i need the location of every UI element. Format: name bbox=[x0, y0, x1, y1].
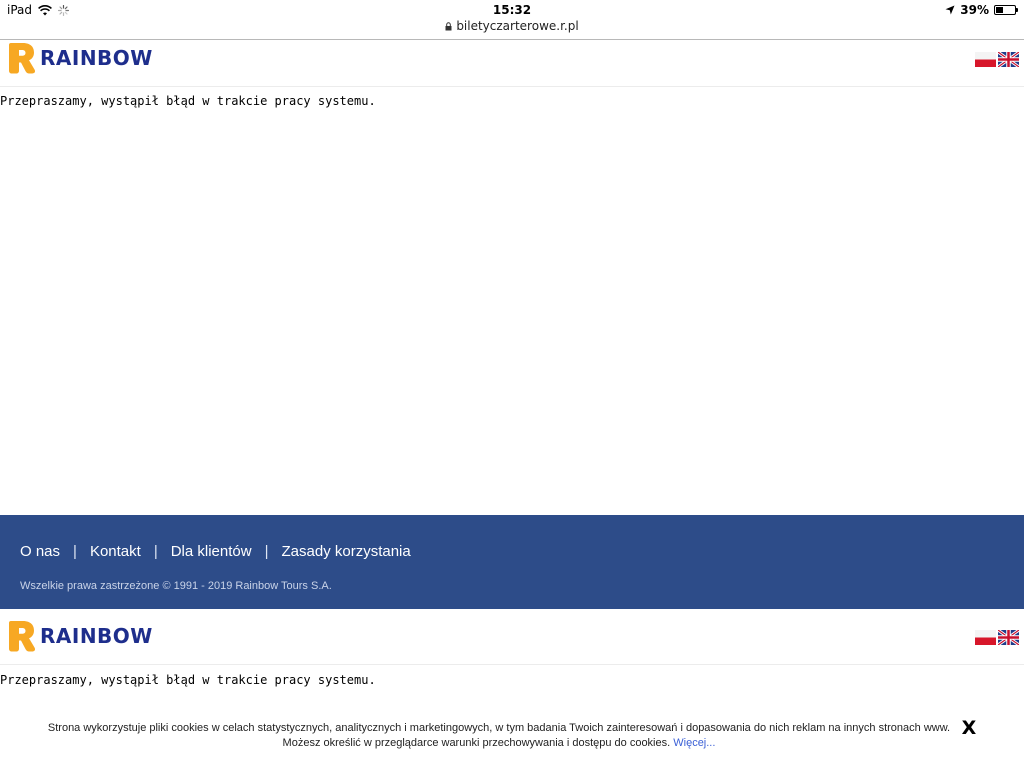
footer-link-dla-klientow[interactable]: Dla klientów bbox=[170, 543, 252, 560]
address-bar[interactable] bbox=[0, 19, 1024, 40]
footer-separator: | bbox=[153, 543, 158, 560]
location-arrow-icon bbox=[945, 5, 955, 15]
error-message-repeat: Przepraszamy, wystąpił błąd w trakcie pracy systemu. bbox=[0, 673, 376, 687]
cookie-message: Strona wykorzystuje pliki cookies w celach statystycznych, analitycznych i marketingowych, w tym badania Twoich zainteresowań i dopasowania do nich reklam na innych stronach www. Możesz określić w przeglądarce warunki przechowywania i dostępu do cookies. bbox=[47, 722, 951, 749]
rainbow-logo[interactable] bbox=[8, 42, 153, 74]
status-bar bbox=[0, 0, 1024, 20]
copyright: Wszelkie prawa zastrzeżone © 1991 - 2019 Rainbow Tours S.A. bbox=[20, 580, 332, 592]
footer-separator: | bbox=[264, 543, 269, 560]
status-right bbox=[945, 3, 1016, 17]
error-message: Przepraszamy, wystąpił błąd w trakcie pracy systemu. bbox=[0, 94, 376, 108]
rainbow-r-icon bbox=[8, 42, 36, 74]
address-inner bbox=[445, 19, 578, 33]
rainbow-r-icon bbox=[8, 620, 36, 652]
footer-link-zasady[interactable]: Zasady korzystania bbox=[281, 543, 411, 560]
cookie-close-button[interactable]: X bbox=[961, 717, 977, 739]
footer-links bbox=[20, 543, 411, 560]
cookie-banner bbox=[0, 707, 1024, 768]
language-switcher bbox=[975, 630, 1019, 645]
cookie-more-link[interactable]: Więcej... bbox=[673, 737, 716, 749]
rainbow-logo[interactable] bbox=[8, 620, 153, 652]
device-label: iPad bbox=[7, 3, 33, 17]
flag-uk-icon[interactable] bbox=[998, 630, 1019, 645]
footer bbox=[0, 515, 1024, 609]
flag-pl-icon[interactable] bbox=[975, 52, 996, 67]
status-time: 15:32 bbox=[492, 3, 532, 17]
battery-level bbox=[996, 7, 1003, 13]
language-switcher bbox=[975, 52, 1019, 67]
flag-pl-icon[interactable] bbox=[975, 630, 996, 645]
cookie-text bbox=[40, 721, 958, 751]
footer-link-o-nas[interactable]: O nas bbox=[20, 543, 61, 560]
footer-link-kontakt[interactable]: Kontakt bbox=[89, 543, 141, 560]
battery-icon bbox=[994, 5, 1016, 15]
flag-uk-icon[interactable] bbox=[998, 52, 1019, 67]
footer-separator: | bbox=[73, 543, 77, 560]
site-header-repeat bbox=[0, 619, 1024, 665]
battery-percent: 39% bbox=[960, 3, 989, 17]
url-text: biletyczarterowe.r.pl bbox=[456, 19, 579, 33]
logo-text: RAINBOW bbox=[40, 46, 153, 70]
lock-icon bbox=[445, 22, 452, 31]
logo-text: RAINBOW bbox=[40, 624, 153, 648]
site-header bbox=[0, 41, 1024, 87]
